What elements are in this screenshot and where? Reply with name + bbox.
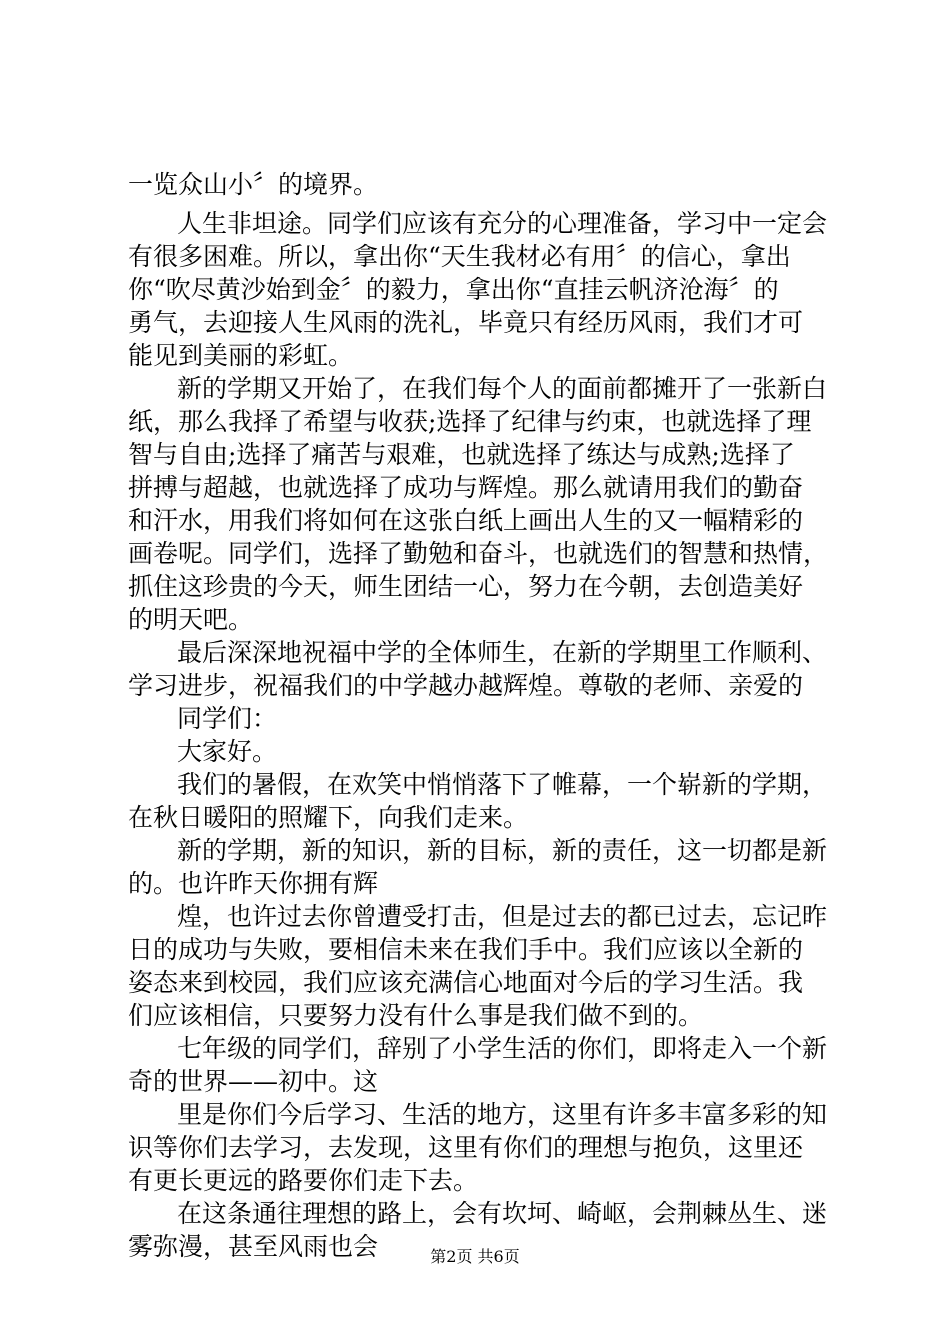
text-line: 雾弥漫，甚至风雨也会 — [128, 1232, 379, 1261]
text-line: 纸，那么我择了希望与收获;选择了纪律与约束，也就选择了理 — [128, 407, 812, 436]
text-line: 奇的世界——初中。这 — [128, 1067, 379, 1096]
text-line: 识等你们去学习，去发现，这里有你们的理想与抱负，这里还 — [128, 1133, 804, 1162]
text-line: 新的学期，新的知识，新的目标，新的责任，这一切都是新 — [177, 836, 828, 865]
text-line: 我们的暑假，在欢笑中悄悄落下了帷幕，一个崭新的学期， — [177, 770, 828, 799]
text-line: 的。也许昨天你拥有辉 — [128, 869, 379, 898]
text-line: 的明天吧。 — [128, 605, 254, 634]
page-number-footer: 第2页 共6页 — [430, 1247, 520, 1266]
text-line: 煌，也许过去你曾遭受打击，但是过去的都已过去，忘记昨 — [177, 902, 828, 931]
text-line: 拼搏与超越，也就选择了成功与辉煌。那么就请用我们的勤奋 — [128, 473, 804, 502]
text-line: 能见到美丽的彩虹。 — [128, 341, 354, 370]
text-line: 七年级的同学们，辞别了小学生活的你们，即将走入一个新 — [177, 1034, 828, 1063]
text-line: 有很多困难。所以，拿出你“天生我材必有用〞的信心，拿出 — [128, 242, 791, 271]
text-line: 画卷呢。同学们，选择了勤勉和奋斗，也就选们的智慧和热情， — [128, 539, 829, 568]
text-line: 里是你们今后学习、生活的地方，这里有许多丰富多彩的知 — [177, 1100, 828, 1129]
text-line: 日的成功与失败，要相信未来在我们手中。我们应该以全新的 — [128, 935, 804, 964]
text-line: 有更长更远的路要你们走下去。 — [128, 1166, 479, 1195]
text-line: 勇气，去迎接人生风雨的洗礼，毕竟只有经历风雨，我们才可 — [128, 308, 804, 337]
text-line: 学习进步，祝福我们的中学越办越辉煌。尊敬的老师、亲爱的 — [128, 671, 804, 700]
text-line: 大家好。 — [177, 737, 278, 766]
text-line: 姿态来到校园，我们应该充满信心地面对今后的学习生活。我 — [128, 968, 804, 997]
text-line: 在秋日暖阳的照耀下，向我们走来。 — [128, 803, 529, 832]
text-line: 智与自由;选择了痛苦与艰难，也就选择了练达与成熟;选择了 — [128, 440, 795, 469]
text-line: 抓住这珍贵的今天，师生团结一心，努力在今朝，去创造美好 — [128, 572, 804, 601]
text-line: 人生非坦途。同学们应该有充分的心理准备，学习中一定会 — [177, 209, 828, 238]
text-line: 新的学期又开始了，在我们每个人的面前都摊开了一张新白 — [177, 374, 828, 403]
text-line: 同学们： — [177, 704, 278, 733]
text-line: 在这条通往理想的路上，会有坎坷、崎岖，会荆棘丛生、迷 — [177, 1199, 828, 1228]
text-line: 最后深深地祝福中学的全体师生，在新的学期里工作顺利、 — [177, 638, 828, 667]
text-line: 一览众山小〞的境界。 — [128, 170, 379, 199]
text-line: 们应该相信，只要努力没有什么事是我们做不到的。 — [128, 1001, 704, 1030]
text-line: 你“吹尽黄沙始到金〞的毅力，拿出你“直挂云帆济沧海〞的 — [128, 275, 779, 304]
text-line: 和汗水，用我们将如何在这张白纸上画出人生的又一幅精彩的 — [128, 506, 804, 535]
